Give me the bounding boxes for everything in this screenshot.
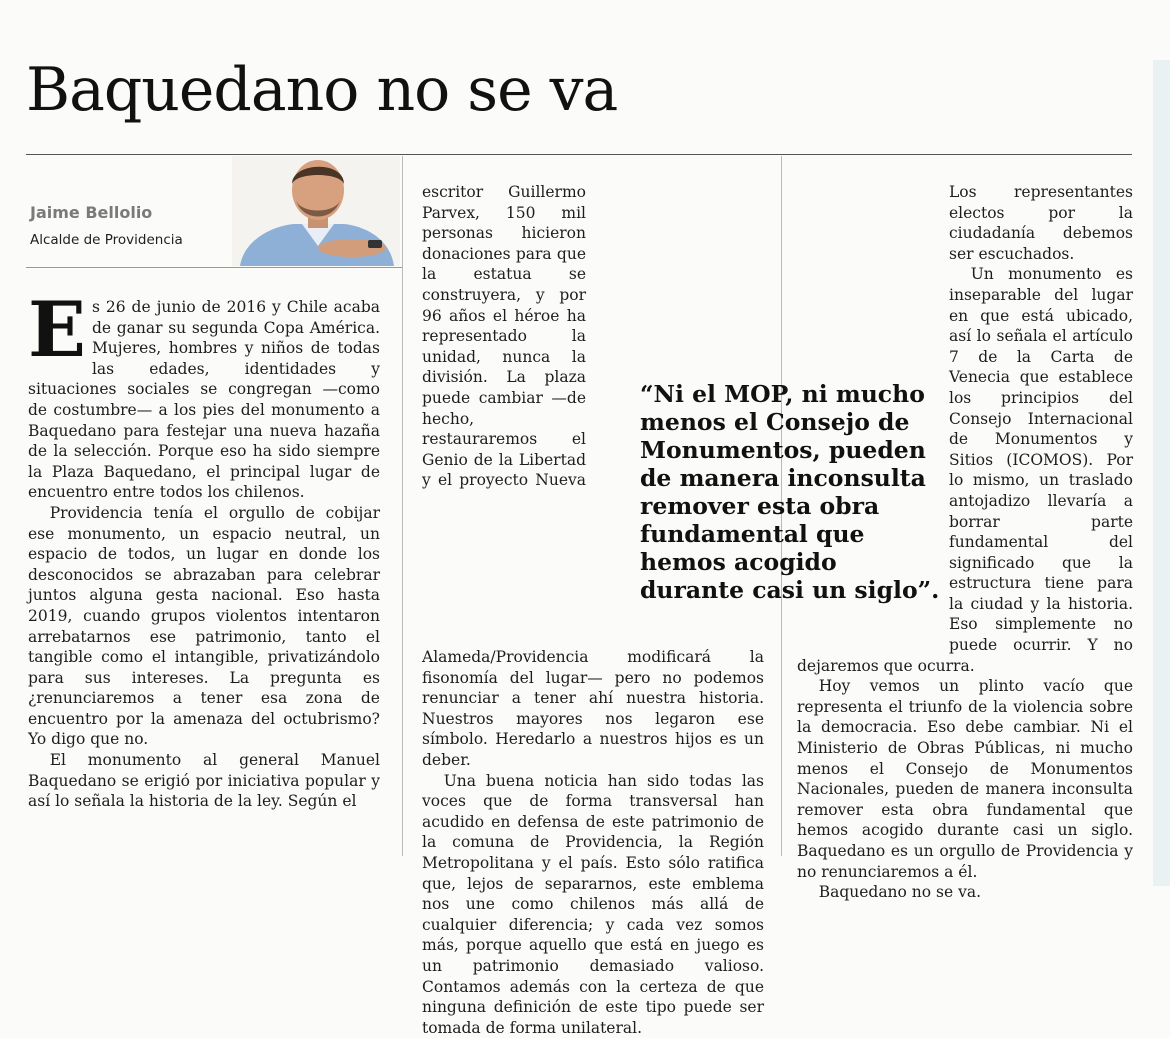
paragraph: Un monumento es inseparable del lugar en que está ubicado, así lo señala el artículo 7 de la Carta de Venecia que establece los principios del Consejo Internacional de Monumentos y Sitios (ICOMOS). Por lo mismo, un traslado antojadizo llevaría a borrar parte fundamental del significado que la estructura tiene para la ciudad y la historia. Eso simplemente no puede ocurrir. Y no dejaremos que ocurra. [797, 265, 1133, 675]
byline-rule [26, 267, 402, 268]
author-role: Alcalde de Providencia [30, 232, 183, 248]
paragraph: escritor Guillermo Parvex, 150 mil personas hicieron donaciones para que la estatua se construyera, y por 96 años el héroe ha representado la unidad, nunca la división. La plaza puede cambiar —de hecho, restauraremos el Genio de la Libertad y el proyecto Nueva Alameda/Providencia modificará la fisonomía del lugar— pero no podemos renunciar a tener ahí nuestra historia. Nuestros mayores nos legaron ese símbolo. Heredarlo a nuestros hijos es un deber. [422, 183, 764, 769]
column-divider-1 [402, 156, 403, 856]
drop-cap: E [28, 285, 86, 374]
paragraph: El monumento al general Manuel Baquedano se erigió por iniciativa popular y así lo señala la historia de la ley. Según el [28, 751, 380, 811]
paragraph: Una buena noticia han sido todas las voces que de forma transversal han acudido en defensa de este patrimonio de la comuna de Providencia, la Región Metropolitana y el país. Esto sólo ratifica que, lejos de separarnos, este emblema nos une como chilenos más allá de cualquier diferencia; y cada vez somos más, porque aquello que está en juego es un patrimonio demasiado valioso. Contamos además con la certeza de que ninguna definición de este tipo puede ser tomada de forma unilateral. [422, 771, 764, 1037]
author-photo [232, 156, 400, 266]
author-portrait-illustration [232, 156, 400, 266]
header-rule [26, 154, 1132, 155]
paragraph [28, 285, 380, 503]
headline: Baquedano no se va [26, 55, 618, 125]
author-name: Jaime Bellolio [30, 203, 153, 222]
paragraph-text: s 26 de junio de 2016 y Chile acaba de ganar su segunda Copa América. Mujeres, hombres y niños de todas las edades, identidades y situaciones sociales se congregan —como de costumbre— a los pies del monumento a Baquedano para festejar una nueva hazaña de la selección. Porque eso ha sido siempre la Plaza Baquedano, el principal lugar de encuentro entre todos los chilenos. [28, 298, 380, 502]
paragraph: Los representantes electos por la ciudadanía debemos ser escuchados. [949, 183, 1133, 263]
paragraph: Hoy vemos un plinto vacío que representa el triunfo de la violencia sobre la democracia. Eso debe cambiar. Ni el Ministerio de Obras Públicas, ni mucho menos el Consejo de Monumentos Nacionales, pueden de manera inconsulta remover esta obra fundamental que hemos acogido durante casi un siglo. Baquedano es un orgullo de Providencia y no renunciaremos a él. [797, 677, 1133, 881]
article-column-1 [28, 285, 380, 812]
paragraph: Providencia tenía el orgullo de cobijar ese monumento, un espacio neutral, un espacio de todos, un lugar en donde los desconocidos se abrazaban para celebrar juntos alguna gesta nacional. Eso hasta 2019, cuando grupos violentos intentaron arrebatarnos ese patrimonio, tanto el tangible como el intangible, privatizándolo para sus intereses. La pregunta es ¿renunciaremos a tener esa zona de encuentro por la amenaza del octubrismo? Yo digo que no. [28, 503, 380, 749]
pull-quote: “Ni el MOP, ni mucho menos el Consejo de Monumentos, pueden de manera inconsulta remover esta obra fundamental que hemos acogido durante casi un siglo”. [640, 380, 940, 604]
article-column-2 [422, 182, 764, 1038]
page-edge-strip [1153, 60, 1170, 886]
paragraph: Baquedano no se va. [818, 883, 982, 902]
